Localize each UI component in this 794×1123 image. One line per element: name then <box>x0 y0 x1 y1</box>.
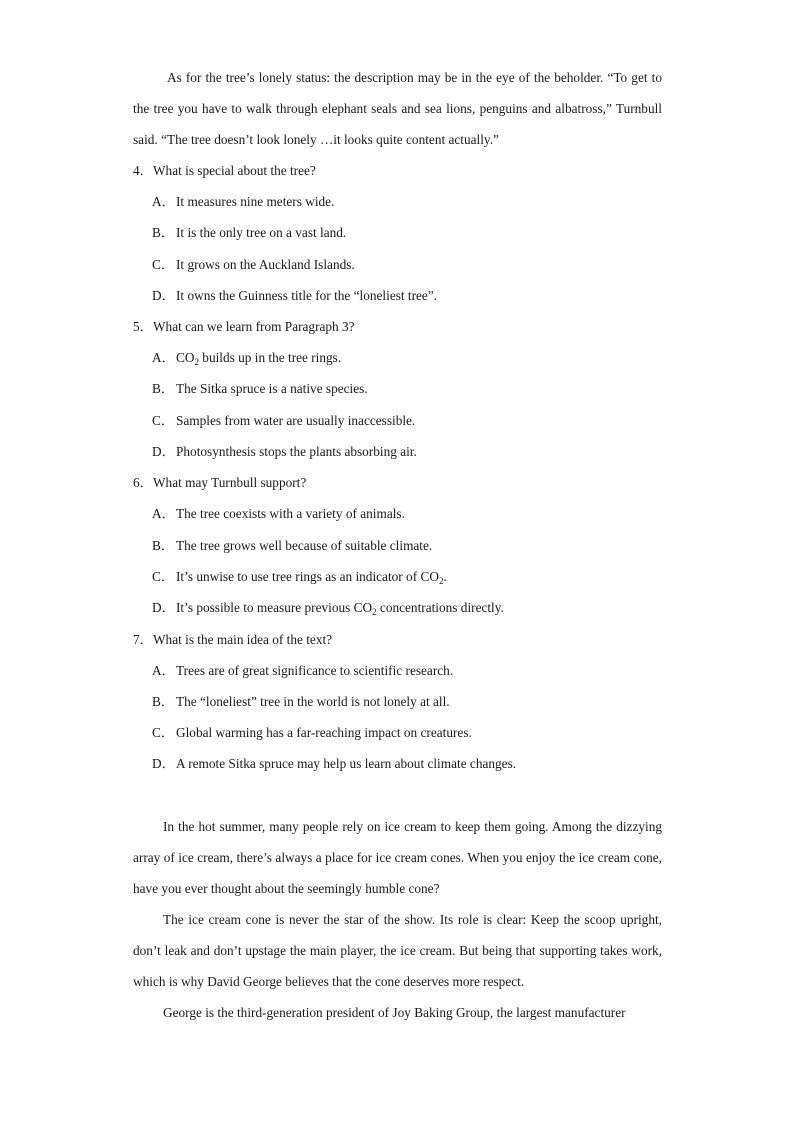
passage-paragraph-top: As for the tree’s lonely status: the description may be in the eye of the beholder. “To get to the tree you have to walk through elephant seals and sea lions, penguins and albatross,” Turnbull said. “The tree doesn’t look lonely …it looks quite content actually.” <box>133 70 662 147</box>
option-text: The tree coexists with a variety of animals. <box>176 506 405 522</box>
subscript: 2 <box>194 357 199 368</box>
question-number: 4． <box>133 163 153 178</box>
option-text: It measures nine meters wide. <box>176 194 335 209</box>
question-number: 7． <box>133 631 153 647</box>
option <box>133 655 662 686</box>
option-text: Trees are of great significance to scientific research. <box>176 662 454 678</box>
option-text-post: . <box>443 568 447 584</box>
option <box>133 249 662 280</box>
option-text: It owns the Guinness title for the “loneliest tree”. <box>176 287 438 303</box>
option-text: It grows on the Auckland Islands. <box>176 256 355 272</box>
document-page <box>133 62 662 1028</box>
passage-paragraph: George is the third-generation president of Joy Baking Group, the largest manufacturer <box>163 1004 626 1020</box>
question-block <box>133 624 662 780</box>
option <box>133 280 662 311</box>
subscript: 2 <box>372 607 377 618</box>
option-letter: B． <box>152 225 175 241</box>
passage-paragraph: The ice cream cone is never the star of the show. Its role is clear: Keep the scoop upright, don’t leak and don’t upstage the main player, the ice cream. But being that supporting takes work, which is why David George believes that the cone deserves more respect. <box>133 911 662 989</box>
option-letter: B． <box>152 537 175 553</box>
option-text: It is the only tree on a vast land. <box>176 225 347 241</box>
section-gap <box>133 780 662 811</box>
option-letter: A． <box>152 506 175 522</box>
option-letter: D． <box>152 444 175 460</box>
passage-paragraph: In the hot summer, many people rely on ice cream to keep them going. Among the dizzying array of ice cream, there’s always a place for ice cream cones. When you enjoy the ice cream cone, have you ever thought about the seemingly humble cone? <box>133 818 662 896</box>
option-text: The “loneliest” tree in the world is not lonely at all. <box>176 693 450 709</box>
option-text: The Sitka spruce is a native species. <box>176 381 368 397</box>
question-text: What can we learn from Paragraph 3? <box>153 319 355 335</box>
question-number: 6． <box>133 475 153 491</box>
option <box>133 592 662 623</box>
option <box>133 217 662 248</box>
option-letter: A． <box>152 194 175 209</box>
option-text-pre: It’s unwise to use tree rings as an indicator of CO <box>176 568 439 584</box>
question-text: What is the main idea of the text? <box>153 631 333 647</box>
question-number: 5． <box>133 319 153 335</box>
question <box>133 155 662 186</box>
option <box>133 405 662 436</box>
option-letter: A． <box>152 662 175 678</box>
option-text: Global warming has a far-reaching impact on creatures. <box>176 725 472 741</box>
option <box>133 686 662 717</box>
question-block <box>133 155 662 311</box>
option-letter: C． <box>152 725 175 741</box>
option-text-pre: CO <box>176 350 195 366</box>
option-letter: D． <box>152 287 175 303</box>
option-text: The tree grows well because of suitable climate. <box>176 537 433 553</box>
option-text: A remote Sitka spruce may help us learn about climate changes. <box>176 756 517 772</box>
option <box>133 717 662 748</box>
option-text-post: concentrations directly. <box>376 600 504 616</box>
question <box>133 311 662 342</box>
option-letter: B． <box>152 381 175 397</box>
option <box>133 530 662 561</box>
option <box>133 436 662 467</box>
option-letter: C． <box>152 412 175 428</box>
option-letter: D． <box>152 756 175 772</box>
option-letter: D． <box>152 600 175 616</box>
option <box>133 186 662 217</box>
option-text-pre: It’s possible to measure previous CO <box>176 600 373 616</box>
option-text: Photosynthesis stops the plants absorbing air. <box>176 444 417 460</box>
option-letter: B． <box>152 693 175 709</box>
option-letter: C． <box>152 568 175 584</box>
question-block <box>133 311 662 467</box>
option-letter: C． <box>152 256 175 272</box>
question-text: What may Turnbull support? <box>153 475 307 491</box>
question-text: What is special about the tree? <box>153 163 316 178</box>
option <box>133 373 662 404</box>
question <box>133 624 662 655</box>
option-letter: A． <box>152 350 175 366</box>
option <box>133 498 662 529</box>
option <box>133 561 662 592</box>
option <box>133 342 662 373</box>
question-block <box>133 467 662 623</box>
option <box>133 748 662 779</box>
option-text: Samples from water are usually inaccessible. <box>176 412 416 428</box>
subscript: 2 <box>438 575 444 586</box>
option-text-post: builds up in the tree rings. <box>198 350 342 366</box>
question <box>133 467 662 498</box>
